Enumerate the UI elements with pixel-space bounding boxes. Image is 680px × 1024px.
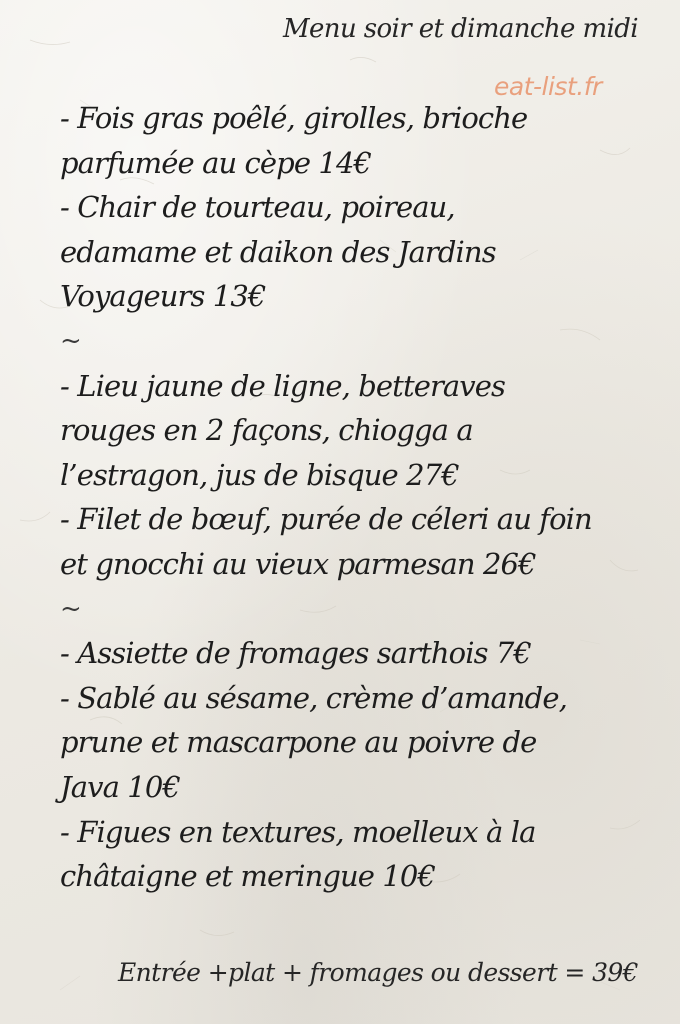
menu-line: - Assiette de fromages sarthois 7€ [60, 636, 531, 671]
menu-line: Java 10€ [60, 769, 180, 804]
menu-line: edamame et daikon des Jardins [60, 234, 496, 269]
menu-line: châtaigne et meringue 10€ [60, 859, 436, 894]
menu-line: rouges en 2 façons, chiogga a [60, 413, 473, 448]
menu-line: l’estragon, jus de bisque 27€ [60, 457, 459, 492]
section-separator: ~ [60, 593, 81, 624]
menu-line: Voyageurs 13€ [60, 279, 266, 314]
section-separator: ~ [60, 325, 81, 356]
price-formula: Entrée +plat + fromages ou dessert = 39€ [118, 958, 638, 987]
menu-list [60, 96, 650, 899]
menu-line: - Sablé au sésame, crème d’amande, [60, 680, 567, 715]
menu-line: - Figues en textures, moelleux à la [60, 814, 536, 849]
watermark-text: eat-list.fr [494, 72, 602, 101]
menu-line: - Fois gras poêlé, girolles, brioche [60, 101, 528, 135]
menu-line: - Lieu jaune de ligne, betteraves [60, 368, 506, 403]
menu-title: Menu soir et dimanche midi [282, 14, 638, 44]
menu-line: et gnocchi au vieux parmesan 26€ [60, 546, 536, 581]
menu-line: - Filet de bœuf, purée de céleri au foin [60, 502, 592, 537]
menu-line: prune et mascarpone au poivre de [60, 725, 537, 760]
menu-line: - Chair de tourteau, poireau, [60, 190, 455, 225]
menu-line: parfumée au cèpe 14€ [60, 145, 372, 180]
